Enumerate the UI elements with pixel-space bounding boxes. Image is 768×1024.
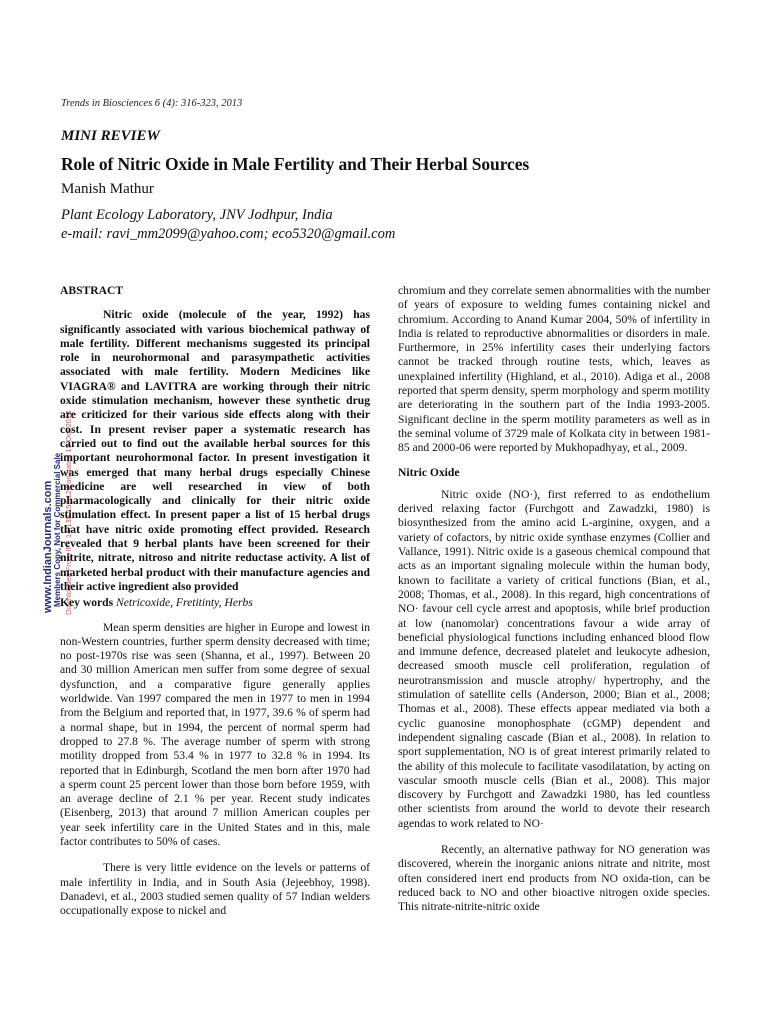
affiliation: Plant Ecology Laboratory, JNV Jodhpur, India	[61, 207, 333, 223]
left-column	[60, 284, 370, 918]
abstract-heading: ABSTRACT	[60, 284, 124, 297]
sidebar-site[interactable]: www.IndianJournals.com	[42, 480, 54, 613]
article-title: Role of Nitric Oxide in Male Fertility and Their Herbal Sources	[61, 154, 530, 174]
body-paragraph: Recently, an alternative pathway for NO generation was discovered, wherein the inorganic anions nitrate and nitrite, most often considered inert end products from NO oxida-tion, can be reduced back to NO and other bioactive nitrogen oxide species. This nitrate-nitrite-nitric oxide	[398, 842, 710, 914]
body-paragraph: chromium and they correlate semen abnormalities with the number of years of exposure to welding fumes containing nickel and chromium. According to Anand Kumar 2004, 50% of infertility in India is related to reproductive abnormalities or disorders in male. Furthermore, in 25% infertility cases their underlying factors cannot be tracked through routine tests, which, leaves as unexplained infertility (Highland, et al., 2010). Adiga et al., 2008 reported that sperm density, sperm morphology and sperm motility are deteriorating in the southern part of the India 1993-2005. Significant decline in the sperm motility parameters as well as in the seminal volume of 3729 male of Kolkata city in between 1981-85 and 2000-06 were reported by Mukhopadhyay, et al., 2009.	[398, 284, 710, 455]
abstract-body: Nitric oxide (molecule of the year, 1992) has significantly associated with various biochemical pathway of male fertility. Different mechanisms suggested its principal role in neurohormonal and parasympathetic activities associated with male fertility. Modern Medicines like VIAGRA® and LAVITRA are working through their nitric oxide stimulation mechanism, however these synthetic drug are criticized for their various side effects along with their cost. In present reviser paper a systematic research has carried out to find out the available herbal sources for this important neurohormonal factor. In present investigation it was emerged that many herbal drugs especially Chinese medicine are well researched in view of both pharmacologically and clinically for their nitric oxide stimulation effect. In present paper a list of 15 herbal drugs that have nitric oxide promoting effect provided. Research revealed that 9 herbal plants have been screened for their nitrite, nitrate, nitroso and nitrite reductase activity. A list of marketed herbal product with their manufacture agencies and their active ingredient also provided	[60, 308, 370, 593]
right-column	[398, 284, 710, 914]
body-paragraph: There is very little evidence on the levels or patterns of male infertility in India, and in South Asia (Jejeebhoy, 1998). Danadevi, et al., 2003 studied semen quality of 57 Indian welders occupationally expose to nickel and	[60, 861, 370, 918]
email-line: e-mail: ravi_mm2099@yahoo.com; eco5320@gmail.com	[61, 226, 396, 242]
body-paragraph: Mean sperm densities are higher in Europe and lowest in non-Western countries, further sperm density decreased with time; no post-1970s rise was seen (Shanna, et al., 1997). Between 20 and 30 million American men suffer from some degree of sexual dysfunction, and a comparative figure generally applies worldwide. Van 1997 compared the men in 1977 to men in 1994 from the Belgium and reported that, in 1977, 39.6 % of sperm had a normal shape, but in 1994, the percent of normal sperm had dropped to 27.8 %. The average number of sperm with strong motility dropped from 53.4 % in 1977 to 32.8 % in 1994. Its reported that in Edinburgh, Scotland the men born after 1970 had a sperm count 25 percent lower than those born before 1959, with an average decline of 2.1 % per year. Recent study indicates (Eisenberg, 2013) that around 7 million American couples per year seek infertility care in the United States and in this, male factor contributes to 50% of cases.	[60, 620, 370, 848]
section-heading-nitric-oxide: Nitric Oxide	[398, 465, 460, 479]
affiliation-block	[61, 206, 395, 244]
author-name: Manish Mathur	[61, 181, 154, 197]
keywords	[60, 596, 370, 610]
section-label: MINI REVIEW	[61, 128, 160, 144]
sidebar-members: Members Copy, Not for Commercial Sale	[53, 452, 62, 607]
keywords-terms: Netricoxide, Fretitinty, Herbs	[116, 596, 253, 610]
journal-reference: Trends in Biosciences 6 (4): 316-323, 2013	[61, 98, 243, 109]
sidebar-download: Downloaded From IP - 14.139.158.124 on dated 15-Oct-2013	[64, 410, 73, 615]
keywords-label: Key words	[60, 596, 114, 610]
body-paragraph: Nitric oxide (NO·), first referred to as endothelium derived relaxing factor (Furchgott and Zawadzki, 1980) is biosynthesized from the amino acid L-arginine, oxygen, and a variety of cofactors, by nitric oxide synthase enzymes (Collier and Vallance, 1991). Nitric oxide is a gaseous chemical compound that acts as an important signaling molecule within the human body, known to facilitate a variety of critical functions (Bian, et al., 2008; Thomas, et al., 2008). In this regard, high concentrations of NO· favour cell cycle arrest and apoptosis, while brief production at low (nanomolar) concentrations favour a wide array of beneficial physiological functions including enhanced blood flow and immune defence, decreased platelet and leukocyte adhesion, decreased smooth muscle cell proliferation, regulation of neurotransmission and muscle atrophy/ hypertrophy, and the stimulation of satellite cells (Anderson, 2000; Bian et al., 2008; Thomas et al., 2008). These effects appear mediated via both a cyclic guanosine monophosphate (cGMP) dependent and independent signaling cascade (Bian et al., 2008). In relation to sport supplementation, NO is of great interest primarily related to the ability of this molecule to facilitate vasodilatation, by acting on vascular smooth muscle cells (Bian et al., 2008). This major discovery by Furchgott and Zawadzki 1980, has led countless other scientists from around the world to devote their research agendas to work related to NO·	[398, 487, 710, 830]
